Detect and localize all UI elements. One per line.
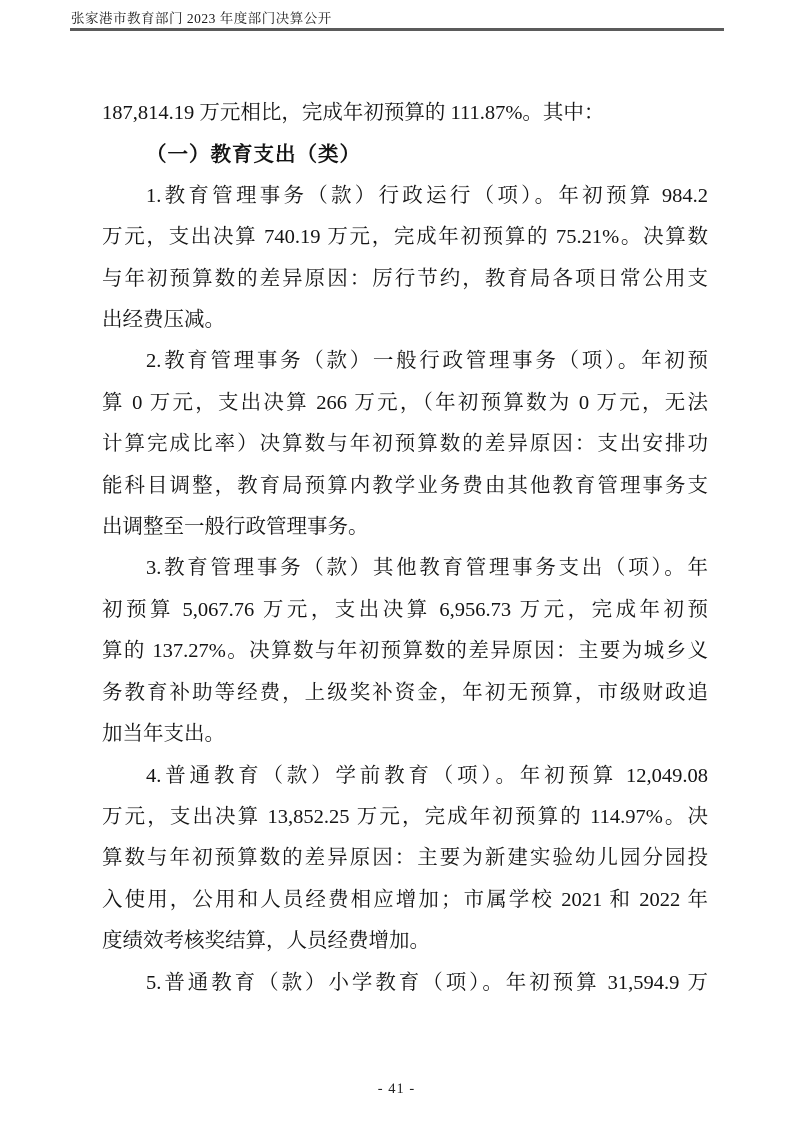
- page-number: - 41 -: [377, 1081, 416, 1097]
- paragraph-1-line: 与年初预算数的差异原因：厉行节约，教育局各项日常公用支: [102, 267, 708, 290]
- intro-continuation-line: 187,814.19 万元相比，完成年初预算的 111.87%。其中：: [102, 102, 605, 124]
- section-heading: （一）教育支出（类）: [146, 143, 361, 167]
- paragraph-3-line: 初预算 5,067.76 万元，支出决算 6,956.73 万元，完成年初预: [102, 598, 708, 621]
- paragraph-4-line: 4.普通教育（款）学前教育（项）。年初预算 12,049.08: [146, 764, 708, 787]
- paragraph-4-line: 算数与年初预算数的差异原因：主要为新建实验幼儿园分园投: [102, 847, 708, 870]
- paragraph-4-line: 万元，支出决算 13,852.25 万元，完成年初预算的 114.97%。决: [102, 805, 708, 828]
- paragraph-4-line: 入使用，公用和人员经费相应增加；市属学校 2021 和 2022 年: [102, 888, 708, 911]
- paragraph-5-line: 5.普通教育（款）小学教育（项）。年初预算 31,594.9 万: [146, 971, 708, 994]
- paragraph-3-line: 3.教育管理事务（款）其他教育管理事务支出（项）。年: [146, 557, 708, 580]
- paragraph-1-line: 1.教育管理事务（款）行政运行（项）。年初预算 984.2: [146, 184, 708, 207]
- paragraph-3-line: 算的 137.27%。决算数与年初预算数的差异原因：主要为城乡义: [102, 640, 708, 663]
- paragraph-2-line: 能科目调整，教育局预算内教学业务费由其他教育管理事务支: [102, 474, 708, 497]
- header-title: 张家港市教育部门 2023 年度部门决算公开: [71, 11, 332, 26]
- document-body: [102, 93, 708, 1004]
- paragraph-3-line: 加当年支出。: [102, 723, 225, 746]
- paragraph-2-line: 2.教育管理事务（款）一般行政管理事务（项）。年初预: [146, 350, 708, 373]
- paragraph-1-line: 出经费压减。: [102, 309, 225, 332]
- header-divider-rule: [70, 28, 724, 31]
- paragraph-2-line: 计算完成比率）决算数与年初预算数的差异原因：支出安排功: [102, 433, 708, 456]
- paragraph-1-line: 万元，支出决算 740.19 万元，完成年初预算的 75.21%。决算数: [102, 226, 708, 249]
- paragraph-2-line: 算 0 万元，支出决算 266 万元，（年初预算数为 0 万元，无法: [102, 391, 708, 414]
- paragraph-3-line: 务教育补助等经费，上级奖补资金，年初无预算，市级财政追: [102, 681, 708, 704]
- page-footer: [0, 1081, 793, 1098]
- paragraph-4-line: 度绩效考核奖结算，人员经费增加。: [102, 930, 430, 953]
- paragraph-2-line: 出调整至一般行政管理事务。: [102, 516, 369, 539]
